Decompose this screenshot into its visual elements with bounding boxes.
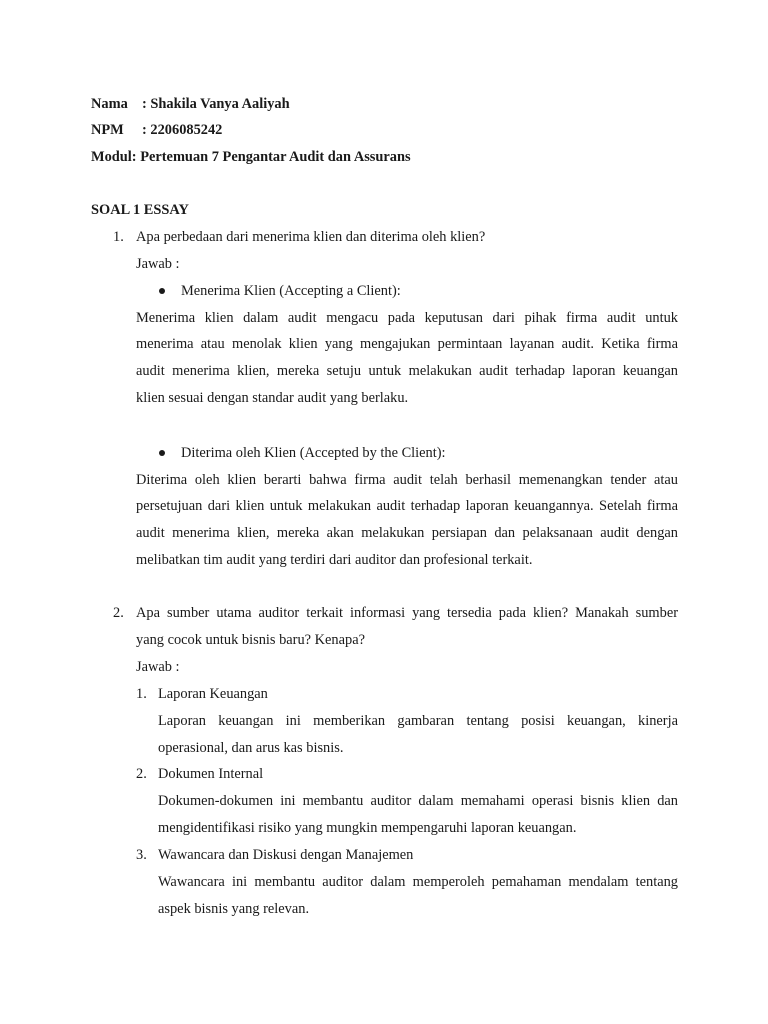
q1-number: 1.	[113, 229, 124, 245]
q1-answer-label: Jawab :	[136, 256, 180, 272]
bullet-icon	[159, 288, 165, 294]
q2-item-title: Laporan Keuangan	[158, 686, 268, 702]
q2-item-line: Laporan keuangan ini memberikan gambaran tentang posisi keuangan, kinerja	[158, 713, 678, 729]
name-row	[91, 95, 290, 113]
q2-item-line: aspek bisnis yang relevan.	[158, 901, 310, 917]
q1-bullet2-line: Diterima oleh klien berarti bahwa firma audit telah berhasil memenangkan tender atau	[136, 472, 678, 488]
q2-question-line: Apa sumber utama auditor terkait informasi yang tersedia pada klien? Manakah sumber	[136, 605, 678, 621]
q1-bullet1-line: audit menerima klien, mereka setuju untuk melakukan audit terhadap laporan keuangan	[136, 363, 678, 379]
q2-item-number: 2.	[136, 766, 147, 782]
name-label: Nama	[91, 96, 128, 112]
name-value: Shakila Vanya Aaliyah	[150, 96, 290, 112]
q1-bullet2-title: Diterima oleh Klien (Accepted by the Client):	[181, 445, 446, 461]
q1-bullet2-line: melibatkan tim audit yang terdiri dari auditor dan profesional terkait.	[136, 552, 533, 568]
q1-bullet1-title: Menerima Klien (Accepting a Client):	[181, 283, 401, 299]
q2-item-number: 1.	[136, 686, 147, 702]
modul-value: Pertemuan 7 Pengantar Audit dan Assurans	[140, 149, 411, 165]
npm-value: 2206085242	[150, 122, 223, 138]
q1-bullet2-line: persetujuan dari klien untuk melakukan audit terhadap laporan keuangannya. Setelah firma	[136, 498, 678, 514]
modul-label: Modul	[91, 149, 132, 165]
npm-label: NPM	[91, 122, 124, 138]
modul-separator: :	[131, 149, 137, 165]
q2-number: 2.	[113, 605, 124, 621]
q2-answer-label: Jawab :	[136, 659, 180, 675]
q1-bullet1-line: menerima atau menolak klien yang mengajukan permintaan layanan audit. Ketika firma	[136, 336, 678, 352]
q2-item-line: Dokumen-dokumen ini membantu auditor dalam memahami operasi bisnis klien dan	[158, 793, 678, 809]
q2-item-line: mengidentifikasi risiko yang mungkin mempengaruhi laporan keuangan.	[158, 820, 577, 836]
q1-bullet2-line: audit menerima klien, mereka akan melakukan persiapan dan pelaksanaan audit dengan	[136, 525, 678, 541]
q2-item-line: Wawancara ini membantu auditor dalam memperoleh pemahaman mendalam tentang	[158, 874, 678, 890]
section-title: SOAL 1 ESSAY	[91, 202, 189, 218]
q2-item-title: Wawancara dan Diskusi dengan Manajemen	[158, 847, 414, 863]
q2-item-title: Dokumen Internal	[158, 766, 264, 782]
npm-separator: :	[142, 122, 147, 138]
q2-item-line: operasional, dan arus kas bisnis.	[158, 740, 344, 756]
bullet-icon	[159, 450, 165, 456]
modul-row	[91, 148, 411, 166]
q1-question: Apa perbedaan dari menerima klien dan diterima oleh klien?	[136, 229, 486, 245]
q1-bullet1-line: klien sesuai dengan standar audit yang berlaku.	[136, 390, 409, 406]
q2-item-number: 3.	[136, 847, 147, 863]
q2-question-line: yang cocok untuk bisnis baru? Kenapa?	[136, 632, 365, 648]
q1-bullet1-line: Menerima klien dalam audit mengacu pada keputusan dari pihak firma audit untuk	[136, 310, 678, 326]
name-separator: :	[142, 96, 147, 112]
npm-row	[91, 121, 222, 139]
